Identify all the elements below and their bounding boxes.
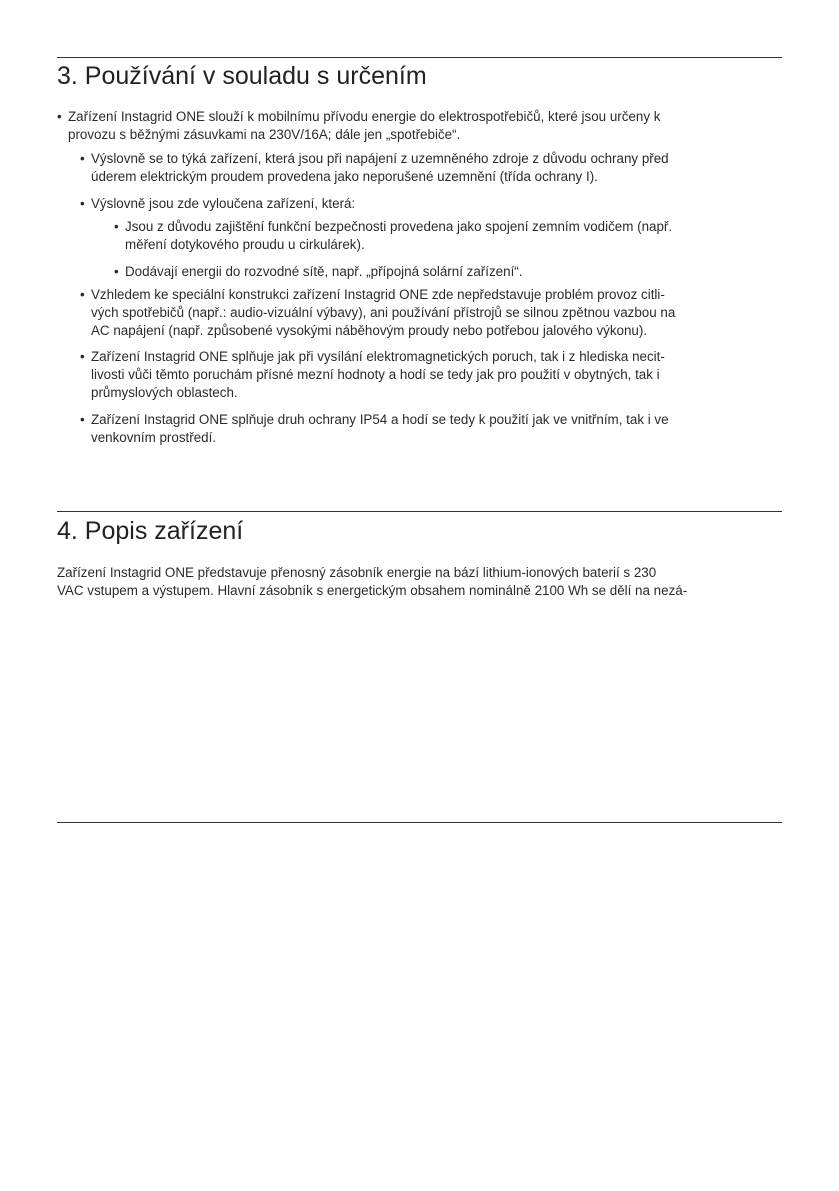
bullet-item-6 xyxy=(80,411,782,447)
bullet-item-3 xyxy=(80,195,782,213)
bullet-text: Zařízení Instagrid ONE splňuje druh ochrany IP54 a hodí se tedy k použití jak ve vnitřním, tak i ve venkovním prostředí. xyxy=(91,412,669,445)
bullet-dot: • xyxy=(57,109,62,124)
bullet-item-2 xyxy=(80,150,782,186)
bullet-item-1 xyxy=(57,108,782,144)
section-4-heading: 4. Popis zařízení xyxy=(57,517,244,545)
section-3-top-rule xyxy=(57,57,782,58)
bullet-dot: • xyxy=(114,264,119,279)
bullet-dot: • xyxy=(80,287,85,302)
bullet-text: Zařízení Instagrid ONE slouží k mobilnímu přívodu energie do elektrospotřebičů, které jsou určeny k provozu s běžnými zásuvkami na 230V/16A; dále jen „spotřebiče“. xyxy=(68,109,661,142)
bullet-text: Dodávají energii do rozvodné sítě, např. „přípojná solární zařízení“. xyxy=(125,264,523,279)
bullet-text: Vzhledem ke speciální konstrukci zařízení Instagrid ONE zde nepředstavuje problém provoz citli- vých spotřebičů (např.: audio-vizuální výbavy), ani používání přístrojů se silnou zpětnou vazbou na AC napájení (např. způsobené vysokými náběhovým proudy nebo potřebou jalového výkonu). xyxy=(91,287,676,338)
bullet-item-4 xyxy=(80,286,782,340)
bullet-dot: • xyxy=(80,151,85,166)
bullet-text: Jsou z důvodu zajištění funkční bezpečnosti provedena jako spojení zemním vodičem (např. měření dotykového proudu u cirkulárek). xyxy=(125,219,673,252)
bullet-dot: • xyxy=(114,219,119,234)
bullet-item-3a xyxy=(114,218,782,254)
bottom-rule xyxy=(57,822,782,823)
bullet-item-5 xyxy=(80,348,782,402)
bullet-dot: • xyxy=(80,349,85,364)
bullet-text: Zařízení Instagrid ONE splňuje jak při vysílání elektromagnetických poruch, tak i z hlediska necit- livosti vůči těmto poruchám přísné mezní hodnoty a hodí se tedy jak pro použití v obytných, tak i průmyslových oblastech. xyxy=(91,349,665,400)
bullet-text: Výslovně jsou zde vyloučena zařízení, která: xyxy=(91,196,356,211)
section-3-heading: 3. Používání v souladu s určením xyxy=(57,62,427,90)
bullet-dot: • xyxy=(80,196,85,211)
bullet-dot: • xyxy=(80,412,85,427)
section-4-paragraph: Zařízení Instagrid ONE představuje přenosný zásobník energie na bází lithium-ionových baterií s 230 VAC vstupem a výstupem. Hlavní zásobník s energetickým obsahem nominálně 2100 Wh se dělí na nezá- xyxy=(57,565,688,598)
section-4-top-rule xyxy=(57,511,782,512)
bullet-item-3b xyxy=(114,263,782,281)
bullet-text: Výslovně se to týká zařízení, která jsou při napájení z uzemněného zdroje z důvodu ochrany před úderem elektrickým proudem provedena jako neporušené uzemnění (třída ochrany I). xyxy=(91,151,669,184)
